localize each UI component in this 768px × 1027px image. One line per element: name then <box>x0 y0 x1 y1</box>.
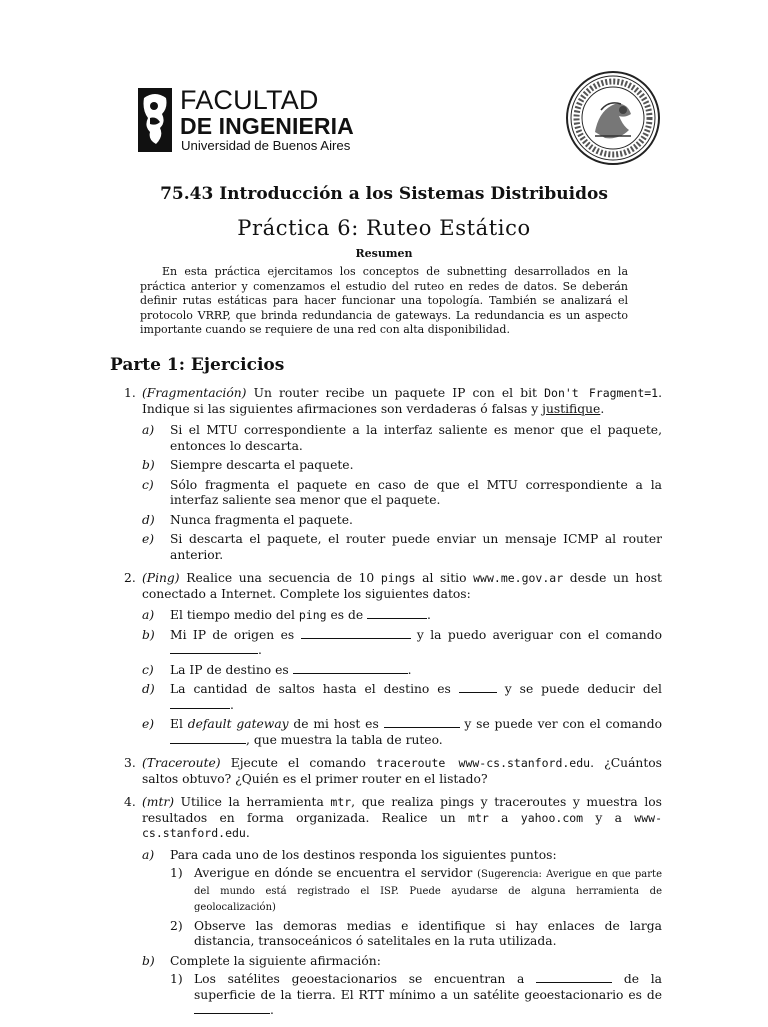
sub-item-text: Si descarta el paquete, el router puede enviar un mensaje ICMP al router anterior. <box>170 532 662 562</box>
exercise-text: Un router recibe un paquete IP con el bit <box>246 386 545 400</box>
sub-sub-text: de la superficie de la tierra. El RTT mínimo a un satélite geoestacionario es de <box>194 972 662 1002</box>
inline-code: pings <box>380 571 416 585</box>
exercise-tag: (Traceroute) <box>142 756 221 770</box>
exercise-text: . <box>245 826 250 840</box>
answer-blank[interactable] <box>194 1003 270 1014</box>
sub-item <box>142 848 662 950</box>
exercise-text: Realice una secuencia de 10 <box>179 571 381 585</box>
sub-sub-item <box>170 866 662 916</box>
underlined-word: justifique <box>542 401 601 416</box>
exercise-tag: (mtr) <box>142 795 175 809</box>
sub-item-text: El <box>170 717 188 731</box>
sub-item-text: . <box>258 643 262 657</box>
sub-item-text: Si el MTU correspondiente a la interfaz saliente es menor que el paquete, entonces lo descarta. <box>170 423 662 453</box>
sub-sub-text: Averigue en dónde se encuentra el servidor <box>194 866 478 880</box>
sub-item-text: Sólo fragmenta el paquete en caso de que el MTU correspondiente a la interfaz saliente sea menor que el paquete. <box>170 477 662 507</box>
sub-item <box>142 423 662 454</box>
sub-item-text: y se puede ver con el comando <box>459 717 663 731</box>
sub-item-text: y se puede deducir del <box>496 682 662 696</box>
sub-item <box>142 478 662 509</box>
sub-item-text: Complete la siguiente afirmación: <box>170 953 381 968</box>
answer-blank[interactable] <box>384 717 460 728</box>
sub-sub-text: Observe las demoras medias e identifique si hay enlaces de larga distancia, transoceánicos ó satelitales en la ruta utilizada. <box>194 918 662 948</box>
exercise-text: y a <box>583 810 635 825</box>
exercise-4 <box>110 795 662 1019</box>
answer-blank[interactable] <box>170 733 246 744</box>
sub-item-text: Mi IP de origen es <box>170 627 301 642</box>
sub-item-text: Para cada uno de los destinos responda los siguientes puntos: <box>170 847 557 862</box>
sub-item <box>142 717 662 748</box>
exercise-text: , que realiza pings y traceroutes y muestra los resultados en forma organizada. Realice un <box>142 795 662 825</box>
exercise-tag: (Fragmentación) <box>142 386 247 400</box>
sub-item-text: de mi host es <box>288 717 384 731</box>
exercise-text: . <box>600 401 605 416</box>
abstract-text: En esta práctica ejercitamos los conceptos de subnetting desarrollados en la práctica anterior y comenzamos el estudio del ruteo en redes de datos. Se deberán definir rutas estáticas para hacer funcionar una topología. También se analizará el protocolo VRRP, que brinda redundancia de gateways. La redundancia es un aspecto importante cuando se requiere de una red con alta disponibilidad. <box>140 265 628 337</box>
sub-item <box>142 608 662 624</box>
sub-item-letter: a) <box>142 847 155 862</box>
sub-item <box>142 682 662 713</box>
sub-sub-item <box>170 919 662 950</box>
exercise-text: desde un host conectado a Internet. Complete los siguientes datos: <box>142 571 662 601</box>
sub-sub-number: 1) <box>170 972 183 986</box>
sub-item-letter: a) <box>142 423 155 437</box>
section-title: Parte 1: Ejercicios <box>110 355 285 375</box>
faculty-logo <box>138 86 358 158</box>
course-title: 75.43 Introducción a los Sistemas Distribuidos <box>160 184 608 204</box>
sub-item-letter: b) <box>142 953 155 968</box>
sub-item-letter: b) <box>142 627 155 642</box>
sub-item-text: es de <box>326 608 368 622</box>
practice-title: Práctica 6: Ruteo Estático <box>237 216 531 240</box>
faculty-emblem-icon <box>138 88 172 152</box>
sub-item-text: , que muestra la tabla de ruteo. <box>246 732 443 747</box>
inline-code: mtr <box>330 795 352 809</box>
sub-item-text: y la puedo averiguar con el comando <box>410 627 662 642</box>
sub-item <box>142 532 662 563</box>
sub-item-letter: c) <box>142 662 154 677</box>
inline-code: yahoo.com <box>520 810 584 825</box>
exercise-number: 2. <box>124 571 136 585</box>
sub-item-text: . <box>407 662 412 677</box>
sub-item-letter: a) <box>142 608 155 622</box>
sub-item-text: . <box>427 608 431 622</box>
sub-sub-text: Los satélites geoestacionarios se encuentran a <box>194 972 537 986</box>
answer-blank[interactable] <box>367 608 427 619</box>
exercise-number: 1. <box>124 386 136 400</box>
sub-item <box>142 513 662 529</box>
answer-blank[interactable] <box>536 972 612 983</box>
exercise-1 <box>110 386 662 563</box>
sub-item <box>142 628 662 659</box>
inline-code: Don't Fragment=1 <box>544 386 659 400</box>
sub-item-text: La cantidad de saltos hasta el destino es <box>170 682 459 696</box>
exercise-list <box>110 386 662 1027</box>
abstract-heading: Resumen <box>355 247 413 260</box>
exercise-text: Utilice la herramienta <box>174 795 331 809</box>
sub-sub-number: 2) <box>170 918 183 933</box>
exercise-2 <box>110 571 662 748</box>
italic-term: default gateway <box>187 717 289 731</box>
sub-sub-text: . <box>270 1003 274 1017</box>
hint-text: (Sugerencia: Averigue en que parte del mundo está registrado el ISP. Puede ayudarse de alguna herramienta de geolocalización) <box>194 869 662 913</box>
exercise-3 <box>110 756 662 787</box>
sub-sub-number: 1) <box>170 866 183 880</box>
answer-blank[interactable] <box>459 682 497 693</box>
sub-item-text: La IP de destino es <box>170 662 293 677</box>
sub-item <box>142 663 662 679</box>
inline-code: mtr <box>468 810 489 825</box>
logo-line-universidad: Universidad de Buenos Aires <box>181 138 351 153</box>
answer-blank[interactable] <box>301 628 411 639</box>
sub-sub-item <box>170 972 662 1019</box>
exercise-text: al sitio <box>415 571 474 585</box>
answer-blank[interactable] <box>170 698 230 709</box>
exercise-text: Ejecute el comando <box>220 756 377 770</box>
inline-code: www.me.gov.ar <box>473 571 564 585</box>
logo-line-facultad: FACULTAD <box>180 85 319 115</box>
sub-item-letter: d) <box>142 512 155 527</box>
sub-item-text: Nunca fragmenta el paquete. <box>170 512 353 527</box>
logo-line-ingenieria: DE INGENIERIA <box>180 113 354 139</box>
sub-item-letter: e) <box>142 717 155 731</box>
inline-code: www-cs.stanford.edu <box>142 810 662 840</box>
exercise-number: 4. <box>124 795 136 809</box>
sub-item-letter: e) <box>142 532 155 546</box>
exercise-tag: (Ping) <box>142 571 180 585</box>
sub-item-letter: c) <box>142 477 154 492</box>
sub-item-text: . <box>230 697 234 712</box>
sub-item-text: Siempre descarta el paquete. <box>170 458 354 472</box>
inline-code: ping <box>298 608 327 622</box>
exercise-number: 3. <box>124 756 136 770</box>
answer-blank[interactable] <box>170 643 258 654</box>
sub-item <box>142 954 662 1019</box>
inline-code: traceroute www-cs.stanford.edu <box>376 756 591 770</box>
answer-blank[interactable] <box>293 663 408 674</box>
sub-item <box>142 458 662 474</box>
exercise-text: a <box>488 810 521 825</box>
sub-item-letter: b) <box>142 458 155 472</box>
exercise-text: . ¿Cuántos saltos obtuvo? ¿Quién es el primer router en el listado? <box>142 756 662 786</box>
exercise-text: . Indique si las siguientes afirmaciones son verdaderas ó falsas y <box>142 386 663 416</box>
university-seal-icon <box>565 70 661 166</box>
sub-item-text: El tiempo medio del <box>170 608 299 622</box>
sub-item-letter: d) <box>142 682 155 696</box>
